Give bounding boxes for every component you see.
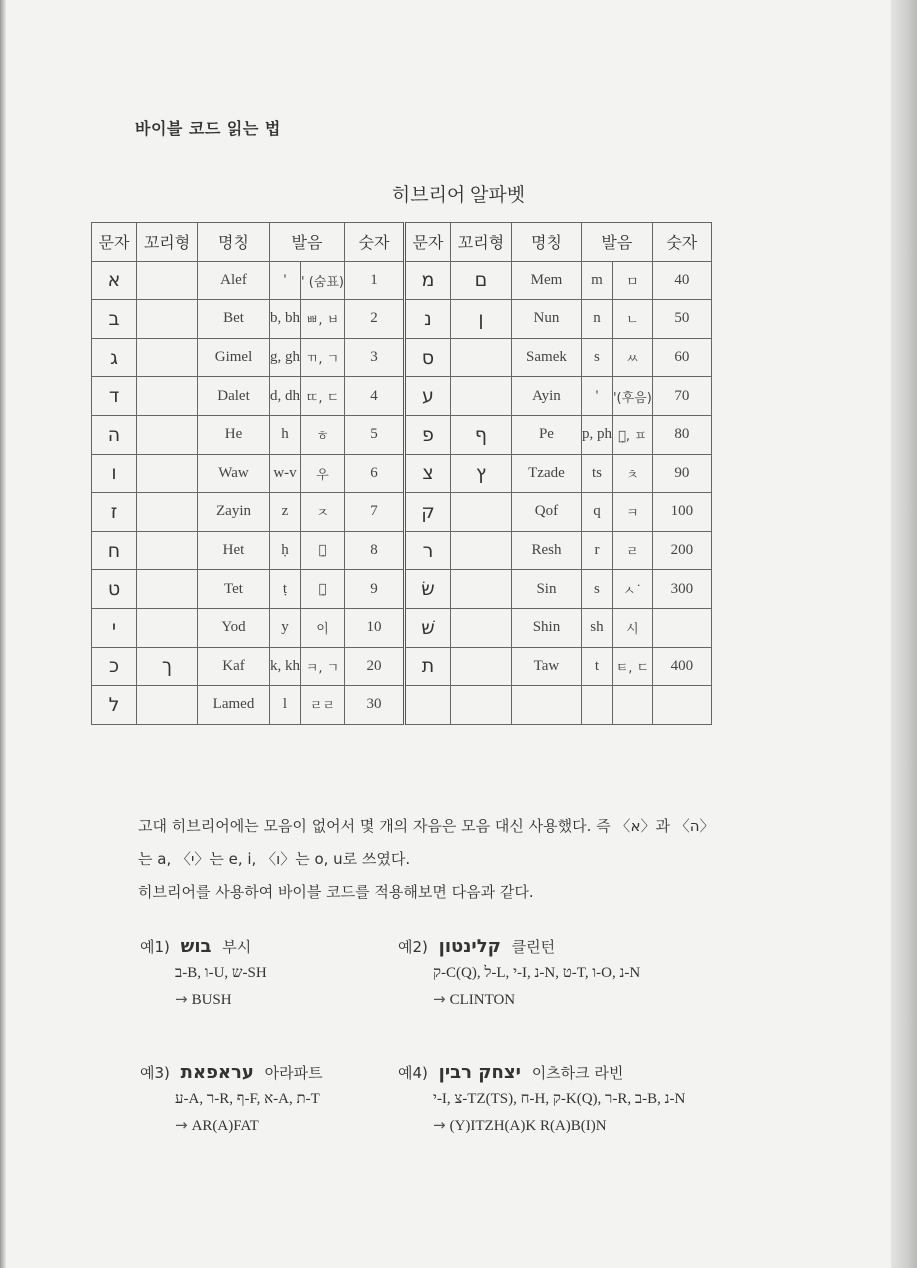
- table-name: Qof: [511, 493, 581, 532]
- table-pron-latin: b, bh: [270, 300, 301, 339]
- example-label: 예3): [140, 1064, 170, 1082]
- table-letter: ע: [404, 377, 450, 416]
- table-letter: שׂ: [404, 570, 450, 609]
- table-number: 200: [652, 531, 711, 570]
- table-number: 80: [652, 415, 711, 454]
- example-hebrew: קלינטון: [438, 936, 501, 957]
- table-number: 6: [344, 454, 404, 493]
- table-letter: ו: [92, 454, 137, 493]
- arrow-right-icon: →: [175, 990, 188, 1008]
- table-final-form: ם: [450, 261, 511, 300]
- body-line: 히브리어를 사용하여 바이블 코드를 적용해보면 다음과 같다.: [138, 883, 534, 901]
- body-line: 는 a, 〈י〉는 e, i, 〈ו〉는 o, u로 쓰였다.: [138, 850, 411, 868]
- body-text: [138, 810, 838, 909]
- table-letter: ל: [92, 686, 137, 725]
- example-label: 예1): [140, 938, 170, 956]
- table-letter: י: [92, 608, 137, 647]
- table-number: 50: [652, 300, 711, 339]
- table-number: 60: [652, 338, 711, 377]
- table-pron-latin: w-v: [270, 454, 301, 493]
- table-final-form: ן: [450, 300, 511, 339]
- table-row: [92, 377, 712, 416]
- table-pron-latin: s: [581, 570, 612, 609]
- table-final-form: [137, 300, 198, 339]
- example-korean: 아라파트: [264, 1064, 323, 1082]
- header-letter: 문자: [92, 223, 137, 262]
- table-pron-korean: ㄲ, ㄱ: [301, 338, 345, 377]
- table-pron-korean: 우: [301, 454, 345, 493]
- table-pron-latin: ṭ: [270, 570, 301, 609]
- table-final-form: ץ: [450, 454, 511, 493]
- table-pron-korean: ㅆ: [612, 338, 652, 377]
- table-pron-korean: ㅅ˙: [612, 570, 652, 609]
- table-name: Tet: [198, 570, 270, 609]
- table-number: 40: [652, 261, 711, 300]
- table-number: 90: [652, 454, 711, 493]
- table-name: Zayin: [198, 493, 270, 532]
- arrow-right-icon: →: [433, 1116, 446, 1134]
- table-name: Yod: [198, 608, 270, 647]
- table-final-form: [137, 608, 198, 647]
- table-number: 2: [344, 300, 404, 339]
- table-pron-korean: ㅍ̣, ㅍ: [612, 415, 652, 454]
- table-number: 100: [652, 493, 711, 532]
- table-final-form: [450, 493, 511, 532]
- header-final: 꼬리형: [450, 223, 511, 262]
- table-row: [92, 608, 712, 647]
- table-pron-korean: [612, 686, 652, 725]
- table-name: Sin: [511, 570, 581, 609]
- table-final-form: [137, 531, 198, 570]
- table-letter: ר: [404, 531, 450, 570]
- table-letter: נ: [404, 300, 450, 339]
- table-final-form: [137, 454, 198, 493]
- example-mapping: ק-C(Q), ל-L, י-I, נ-N, ט-T, ו-O, נ-N: [433, 965, 641, 981]
- table-pron-korean: ㅌ̣: [301, 570, 345, 609]
- table-name: Lamed: [198, 686, 270, 725]
- table-pron-korean: ㅁ: [612, 261, 652, 300]
- table-number: 20: [344, 647, 404, 686]
- table-pron-korean: ㅎ: [301, 415, 345, 454]
- example-result: AR(A)FAT: [191, 1118, 259, 1134]
- hebrew-alphabet-table: [91, 222, 712, 725]
- example-result: BUSH: [191, 992, 232, 1008]
- table-pron-latin: m: [581, 261, 612, 300]
- table-letter: ח: [92, 531, 137, 570]
- header-name: 명칭: [198, 223, 270, 262]
- table-letter: ס: [404, 338, 450, 377]
- example-1: [140, 936, 267, 1009]
- table-pron-korean: 시: [612, 608, 652, 647]
- table-name: Taw: [511, 647, 581, 686]
- table-pron-korean: ㅃ, ㅂ: [301, 300, 345, 339]
- table-body: [92, 261, 712, 724]
- table-final-form: [450, 531, 511, 570]
- table-pron-latin: h: [270, 415, 301, 454]
- table-row: [92, 415, 712, 454]
- table-number: 1: [344, 261, 404, 300]
- table-header-row: [92, 223, 712, 262]
- table-row: [92, 454, 712, 493]
- table-row: [92, 686, 712, 725]
- example-4: [398, 1062, 685, 1135]
- example-korean: 부시: [222, 938, 252, 956]
- table-letter: ק: [404, 493, 450, 532]
- table-number: 30: [344, 686, 404, 725]
- table-name: Shin: [511, 608, 581, 647]
- table-number: 9: [344, 570, 404, 609]
- table-number: 300: [652, 570, 711, 609]
- table-number: 10: [344, 608, 404, 647]
- table-row: [92, 338, 712, 377]
- table-letter: שׁ: [404, 608, 450, 647]
- table-pron-latin: s: [581, 338, 612, 377]
- table-name: Ayin: [511, 377, 581, 416]
- table-letter: כ: [92, 647, 137, 686]
- table-name: Kaf: [198, 647, 270, 686]
- table-pron-korean: ㅎ̣: [301, 531, 345, 570]
- table-number: 7: [344, 493, 404, 532]
- table-final-form: [137, 570, 198, 609]
- table-pron-korean: ' (숨표): [301, 261, 345, 300]
- arrow-right-icon: →: [175, 1116, 188, 1134]
- table-pron-latin: d, dh: [270, 377, 301, 416]
- table-row: [92, 570, 712, 609]
- example-result: CLINTON: [449, 992, 516, 1008]
- table-pron-latin: ': [581, 377, 612, 416]
- table-number: [652, 608, 711, 647]
- table-pron-latin: ': [270, 261, 301, 300]
- table-row: [92, 300, 712, 339]
- example-mapping: ב-B, ו-U, ש-SH: [175, 965, 267, 981]
- table-number: 5: [344, 415, 404, 454]
- table-row: [92, 493, 712, 532]
- arrow-right-icon: →: [433, 990, 446, 1008]
- table-final-form: [450, 686, 511, 725]
- table-letter: ב: [92, 300, 137, 339]
- table-pron-latin: k, kh: [270, 647, 301, 686]
- example-label: 예4): [398, 1064, 428, 1082]
- table-row: [92, 531, 712, 570]
- table-name: Nun: [511, 300, 581, 339]
- table-name: Gimel: [198, 338, 270, 377]
- example-korean: 이츠하크 라빈: [531, 1064, 624, 1082]
- table-letter: ה: [92, 415, 137, 454]
- table-name: Dalet: [198, 377, 270, 416]
- header-letter: 문자: [404, 223, 450, 262]
- table-final-form: [450, 608, 511, 647]
- table-letter: ת: [404, 647, 450, 686]
- table-final-form: [137, 415, 198, 454]
- table-letter: צ: [404, 454, 450, 493]
- table-pron-korean: 이: [301, 608, 345, 647]
- header-name: 명칭: [511, 223, 581, 262]
- running-head: 바이블 코드 읽는 법: [135, 119, 281, 138]
- table-name: Bet: [198, 300, 270, 339]
- table-letter: ט: [92, 570, 137, 609]
- table-row: [92, 261, 712, 300]
- example-3: [140, 1062, 323, 1135]
- table-name: Pe: [511, 415, 581, 454]
- example-2: [398, 936, 640, 1009]
- table-pron-latin: z: [270, 493, 301, 532]
- table-final-form: [137, 338, 198, 377]
- table-number: 4: [344, 377, 404, 416]
- table-number: 8: [344, 531, 404, 570]
- example-hebrew: יצחק רבין: [438, 1062, 521, 1083]
- table-letter: ג: [92, 338, 137, 377]
- header-number: 숫자: [344, 223, 404, 262]
- table-title: 히브리어 알파벳: [391, 185, 526, 206]
- table-final-form: [450, 377, 511, 416]
- table-final-form: [450, 338, 511, 377]
- table-pron-latin: t: [581, 647, 612, 686]
- table-name: Waw: [198, 454, 270, 493]
- table-letter: ד: [92, 377, 137, 416]
- table-name: Mem: [511, 261, 581, 300]
- example-result: (Y)ITZH(A)K R(A)B(I)N: [449, 1118, 607, 1134]
- table-pron-latin: [581, 686, 612, 725]
- table-letter: מ: [404, 261, 450, 300]
- example-mapping: י-I, צ-TZ(TS), ח-H, ק-K(Q), ר-R, ב-B, נ-N: [433, 1091, 686, 1107]
- table-pron-korean: ㅌ, ㄷ: [612, 647, 652, 686]
- table-pron-latin: g, gh: [270, 338, 301, 377]
- table-letter: פ: [404, 415, 450, 454]
- example-hebrew: עראפאת: [180, 1062, 254, 1083]
- table-pron-korean: ㄹ: [612, 531, 652, 570]
- table-name: [511, 686, 581, 725]
- table-number: 70: [652, 377, 711, 416]
- table-name: Resh: [511, 531, 581, 570]
- table-pron-korean: ㄹㄹ: [301, 686, 345, 725]
- example-mapping: ע-A, ר-R, ף-F, א-A, ת-T: [175, 1091, 320, 1107]
- table-pron-korean: '(후음): [612, 377, 652, 416]
- table-final-form: [137, 377, 198, 416]
- table-letter: [404, 686, 450, 725]
- table-pron-latin: l: [270, 686, 301, 725]
- table-name: Het: [198, 531, 270, 570]
- table-pron-latin: q: [581, 493, 612, 532]
- table-final-form: [450, 647, 511, 686]
- example-korean: 클린턴: [511, 938, 556, 956]
- table-number: 400: [652, 647, 711, 686]
- table-pron-latin: sh: [581, 608, 612, 647]
- table-row: [92, 647, 712, 686]
- table-pron-latin: y: [270, 608, 301, 647]
- table-name: Samek: [511, 338, 581, 377]
- header-number: 숫자: [652, 223, 711, 262]
- header-final: 꼬리형: [137, 223, 198, 262]
- table-pron-korean: ㄸ, ㄷ: [301, 377, 345, 416]
- header-pronunciation: 발음: [581, 223, 652, 262]
- header-pronunciation: 발음: [270, 223, 345, 262]
- table-letter: א: [92, 261, 137, 300]
- table-number: [652, 686, 711, 725]
- table-name: He: [198, 415, 270, 454]
- table-pron-latin: ts: [581, 454, 612, 493]
- table-final-form: [137, 493, 198, 532]
- table-name: Tzade: [511, 454, 581, 493]
- table-name: Alef: [198, 261, 270, 300]
- table-final-form: [137, 261, 198, 300]
- table-pron-latin: ḥ: [270, 531, 301, 570]
- example-hebrew: בוש: [180, 936, 212, 957]
- table-final-form: [137, 686, 198, 725]
- table-final-form: [450, 570, 511, 609]
- table-number: 3: [344, 338, 404, 377]
- example-label: 예2): [398, 938, 428, 956]
- table-pron-korean: ㅋ, ㄱ: [301, 647, 345, 686]
- table-pron-latin: r: [581, 531, 612, 570]
- table-final-form: ף: [450, 415, 511, 454]
- table-final-form: ך: [137, 647, 198, 686]
- body-line: 고대 히브리어에는 모음이 없어서 몇 개의 자음은 모음 대신 사용했다. 즉 〈א〉과 〈ה〉: [138, 817, 715, 835]
- table-pron-korean: ㅈ: [301, 493, 345, 532]
- table-pron-latin: p, ph: [581, 415, 612, 454]
- table-pron-korean: ㄴ: [612, 300, 652, 339]
- table-pron-korean: ㅋ: [612, 493, 652, 532]
- table-pron-korean: ㅊ: [612, 454, 652, 493]
- table-letter: ז: [92, 493, 137, 532]
- table-pron-latin: n: [581, 300, 612, 339]
